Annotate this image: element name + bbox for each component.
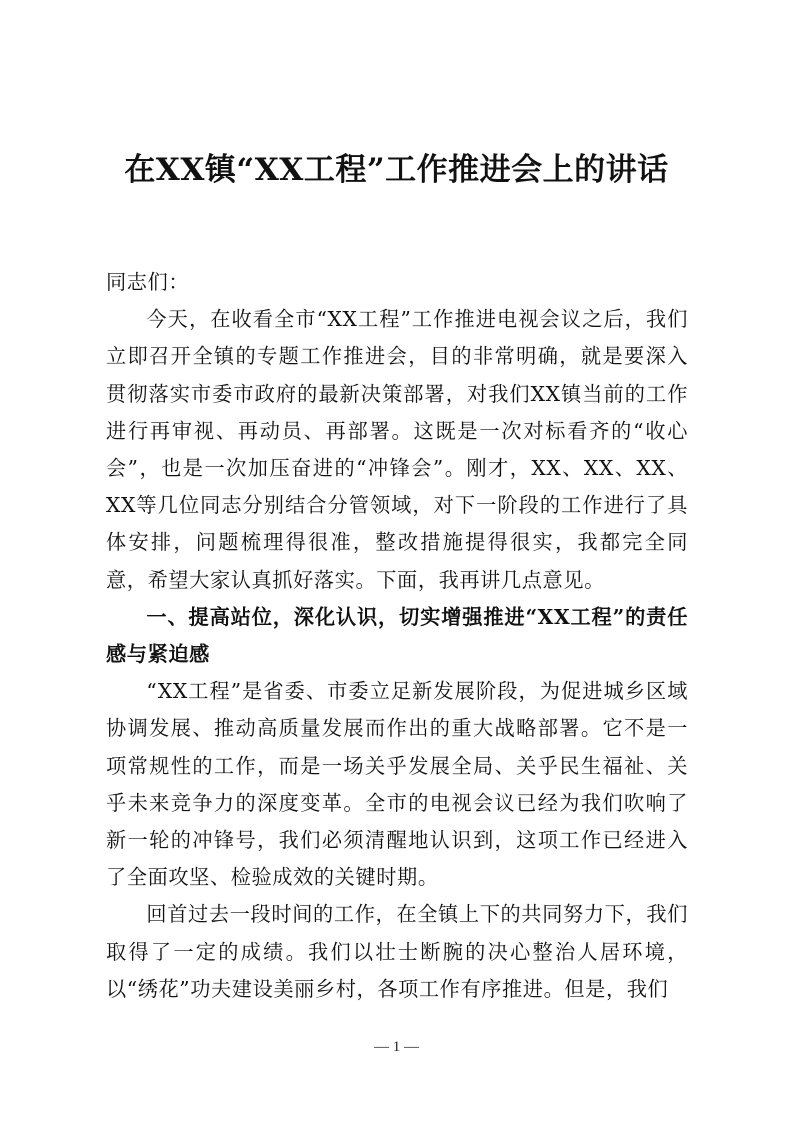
- body-paragraph: 回首过去一段时间的工作，在全镇上下的共同努力下，我们取得了一定的成绩。我们以壮士断腕的决心整治人居环境，以“绣花”功夫建设美丽乡村，各项工作有序推进。但是，我们: [106, 902, 688, 1001]
- document-body: [106, 264, 688, 1008]
- document-title: 在XX镇“XX工程”工作推进会上的讲话: [124, 152, 669, 188]
- page-number: — 1 —: [374, 1039, 419, 1055]
- salutation: 同志们：: [106, 270, 190, 294]
- section-heading: 一、提高站位，深化认识，切实增强推进“XX工程”的责任感与紧迫感: [106, 604, 688, 667]
- body-paragraph: 今天，在收看全市“XX工程”工作推进电视会议之后，我们立即召开全镇的专题工作推进会，目的非常明确，就是要深入贯彻落实市委市政府的最新决策部署，对我们XX镇当前的工作进行再审视、再动员、再部署。这既是一次对标看齐的“收心会”，也是一次加压奋进的“冲锋会”。刚才，XX、XX、XX、XX等几位同志分别结合分管领域，对下一阶段的工作进行了具体安排，问题梳理得很准，整改措施提得很实，我都完全同意，希望大家认真抓好落实。下面，我再讲几点意见。: [106, 307, 688, 592]
- body-paragraph: “XX工程”是省委、市委立足新发展阶段，为促进城乡区域协调发展、推动高质量发展而作出的重大战略部署。它不是一项常规性的工作，而是一场关乎发展全局、关乎民生福祉、关乎未来竞争力的深度变革。全市的电视会议已经为我们吹响了新一轮的冲锋号，我们必须清醒地认识到，这项工作已经进入了全面攻坚、检验成效的关键时期。: [106, 679, 688, 890]
